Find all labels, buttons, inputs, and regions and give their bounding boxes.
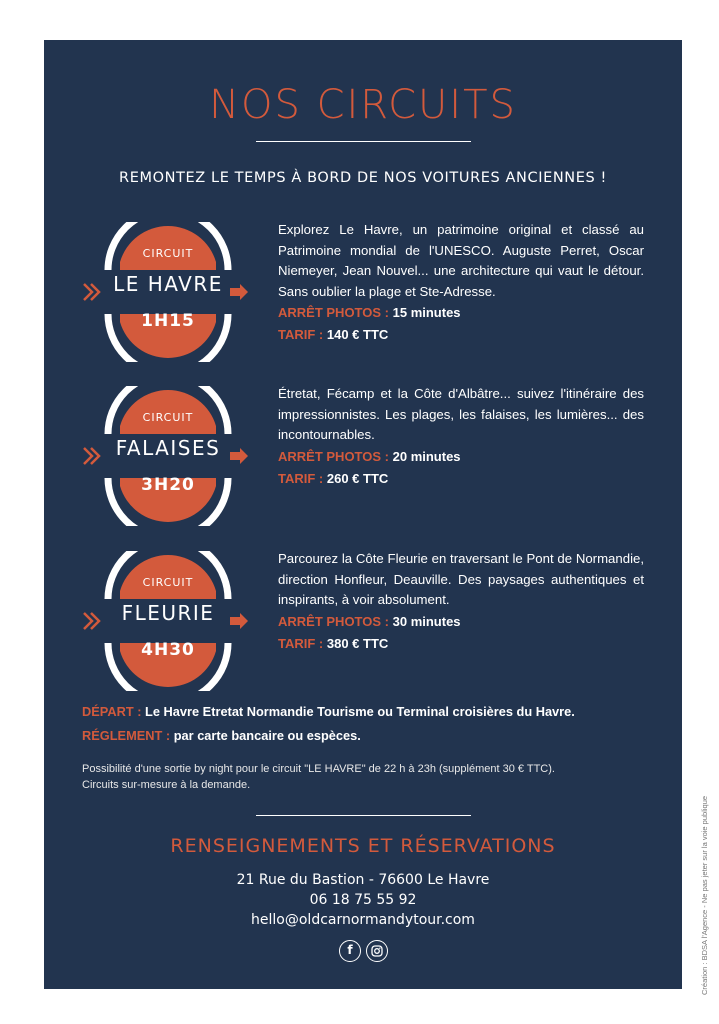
departure-info [82, 704, 652, 719]
contact-phone[interactable]: 06 18 75 55 92 [309, 892, 417, 908]
circuit-fleurie [44, 551, 682, 691]
departure-label: DÉPART : [82, 704, 142, 719]
badge-circuit-label: CIRCUIT [142, 411, 194, 424]
flyer-panel [44, 40, 682, 989]
contact-title: RENSEIGNEMENTS ET RÉSERVATIONS [170, 835, 556, 857]
payment-label: RÉGLEMENT : [82, 728, 171, 743]
badge-circuit-label: CIRCUIT [142, 247, 194, 260]
badge-duration: 1H15 [141, 311, 195, 331]
night-option-note: Possibilité d'une sortie by night pour le circuit "LE HAVRE" de 22 h à 23h (supplément 30 € TTC). [82, 763, 555, 775]
photo-stop [278, 302, 644, 324]
circuit-details [278, 220, 644, 346]
contact-divider [256, 815, 471, 816]
photo-stop [278, 446, 644, 468]
price [278, 633, 644, 655]
circuit-description: Parcourez la Côte Fleurie en traversant le Pont de Normandie, direction Honfleur, Deauville. Des paysages authentiques et inspirants, à voir absolument. [278, 551, 644, 607]
price [278, 324, 644, 346]
circuit-badge [82, 222, 254, 362]
page-title: NOS CIRCUITS [209, 82, 517, 128]
extra-notes [82, 761, 652, 793]
payment-value: par carte bancaire ou espèces. [173, 728, 361, 743]
circuit-falaises [44, 386, 682, 526]
contact-address: 21 Rue du Bastion - 76600 Le Havre [236, 872, 490, 888]
custom-circuit-note: Circuits sur-mesure à la demande. [82, 779, 251, 791]
photo-stop-value: 30 minutes [392, 613, 461, 629]
photo-stop-label: ARRÊT PHOTOS : [278, 613, 389, 629]
photo-stop-value: 20 minutes [392, 448, 461, 464]
badge-circuit-name: LE HAVRE [113, 272, 223, 296]
photo-stop-label: ARRÊT PHOTOS : [278, 448, 389, 464]
price-label: TARIF : [278, 470, 324, 486]
price-value: 260 € TTC [326, 470, 389, 486]
credit-text: Création : BDSA l'Agence - Ne pas jeter sur la voie publique [700, 795, 709, 995]
badge-circuit-label: CIRCUIT [142, 576, 194, 589]
circuit-badge [82, 386, 254, 526]
circuit-description: Explorez Le Havre, un patrimoine original et classé au Patrimoine mondial de l'UNESCO. Auguste Perret, Oscar Niemeyer, Jean Nouvel... une architecture qui vaut le détour. Sans oublier la plage et Ste-Adresse. [278, 222, 644, 299]
circuit-badge [82, 551, 254, 691]
badge-duration: 3H20 [141, 475, 195, 495]
price-value: 140 € TTC [326, 327, 389, 342]
departure-value: Le Havre Etretat Normandie Tourisme ou Terminal croisières du Havre. [145, 704, 575, 719]
title-divider [256, 141, 471, 142]
instagram-icon[interactable] [366, 940, 388, 962]
photo-stop-label: ARRÊT PHOTOS : [278, 305, 389, 320]
price [278, 468, 644, 490]
price-value: 380 € TTC [326, 635, 389, 651]
circuit-description: Étretat, Fécamp et la Côte d'Albâtre... suivez l'itinéraire des impressionnistes. Les plages, les falaises, les lumières... des incontournables. [278, 386, 644, 442]
contact-email[interactable]: hello@oldcarnormandytour.com [251, 912, 475, 928]
photo-stop-value: 15 minutes [392, 305, 461, 320]
badge-duration: 4H30 [141, 640, 195, 660]
price-label: TARIF : [278, 635, 324, 651]
circuit-details [278, 549, 644, 655]
price-label: TARIF : [278, 327, 324, 342]
badge-circuit-name: FALAISES [115, 436, 221, 460]
badge-circuit-name: FLEURIE [121, 601, 215, 625]
page-subtitle: REMONTEZ LE TEMPS À BORD DE NOS VOITURES ANCIENNES ! [119, 170, 607, 186]
photo-stop [278, 611, 644, 633]
payment-info [82, 728, 652, 743]
circuit-details [278, 384, 644, 490]
facebook-icon[interactable]: f [339, 940, 361, 962]
circuit-le-havre [44, 222, 682, 362]
